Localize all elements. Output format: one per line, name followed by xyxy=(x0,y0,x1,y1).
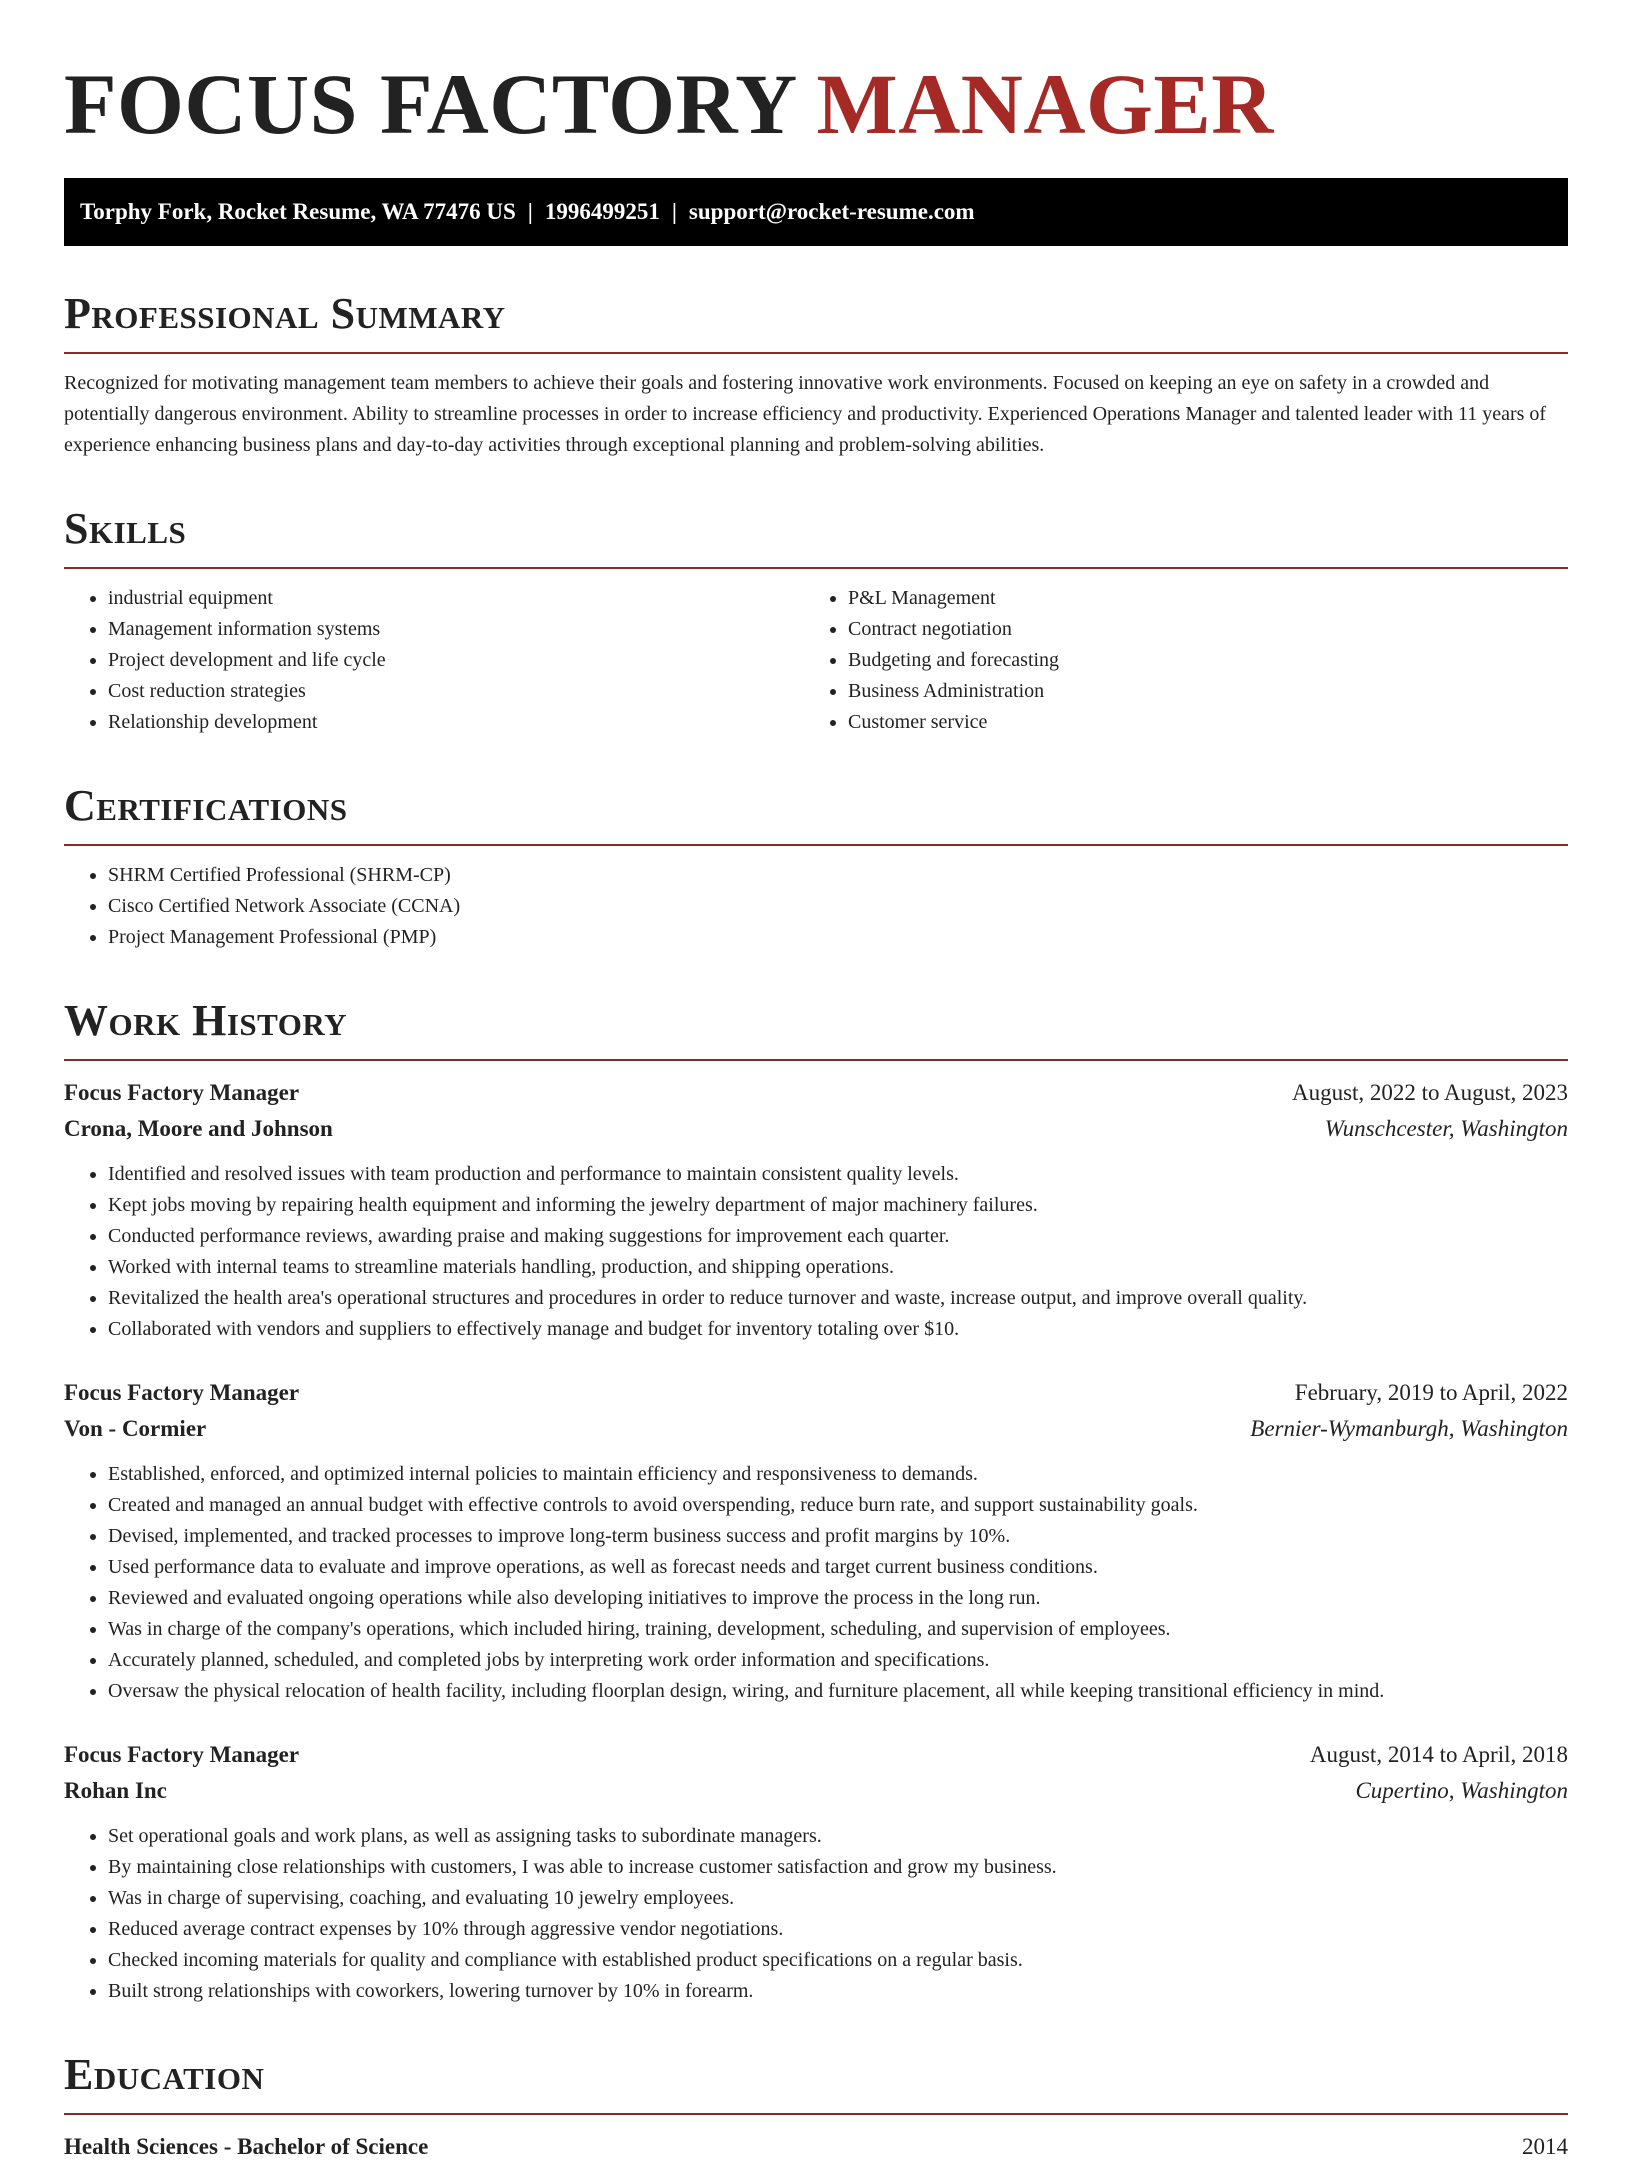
section-divider xyxy=(64,352,1568,354)
contact-bar xyxy=(64,178,1568,246)
education-entry xyxy=(64,2129,1568,2165)
certification-item: • SHRM Certified Professional (SHRM-CP) xyxy=(108,860,1568,891)
job-bullet: • Used performance data to evaluate and improve operations, as well as forecast needs and target current business conditions. xyxy=(108,1552,1568,1583)
contact-address: Torphy Fork, Rocket Resume, WA 77476 US xyxy=(80,199,516,224)
job-bullet: • Checked incoming materials for quality and compliance with established product specifications on a regular basis. xyxy=(108,1945,1568,1976)
education-degree: Health Sciences - Bachelor of Science xyxy=(64,2134,429,2159)
job-bullet: • Established, enforced, and optimized internal policies to maintain efficiency and responsiveness to demands. xyxy=(108,1459,1568,1490)
skill-item: • Customer service xyxy=(848,707,1544,738)
certifications-heading: Certifications xyxy=(64,781,348,830)
title-part-2: MANAGER xyxy=(816,56,1274,152)
job-company: Von - Cormier xyxy=(64,1416,207,1441)
job-entry xyxy=(64,1375,1568,1707)
job-bullets xyxy=(64,1821,1568,2007)
job-bullet: • Conducted performance reviews, awarding praise and making suggestions for improvement each quarter. xyxy=(108,1221,1568,1252)
skill-item: • Budgeting and forecasting xyxy=(848,645,1544,676)
job-bullet: • Was in charge of the company's operations, which included hiring, training, development, scheduling, and supervision of employees. xyxy=(108,1614,1568,1645)
job-bullet: • By maintaining close relationships with customers, I was able to increase customer satisfaction and grow my business. xyxy=(108,1852,1568,1883)
skills-list xyxy=(64,583,1568,738)
skill-item: • Cost reduction strategies xyxy=(108,676,804,707)
skills-heading: Skills xyxy=(64,504,187,553)
resume-page xyxy=(0,56,1632,2168)
job-location: Cupertino, Washington xyxy=(1355,1778,1568,1803)
job-location: Bernier-Wymanburgh, Washington xyxy=(1250,1416,1568,1441)
section-divider xyxy=(64,844,1568,846)
contact-separator: | xyxy=(527,199,533,224)
job-bullet: • Worked with internal teams to streamline materials handling, production, and shipping operations. xyxy=(108,1252,1568,1283)
job-entry xyxy=(64,1075,1568,1345)
skill-item: • Relationship development xyxy=(108,707,804,738)
job-bullet: • Created and managed an annual budget with effective controls to avoid overspending, reduce burn rate, and support sustainability goals. xyxy=(108,1490,1568,1521)
job-entry xyxy=(64,1737,1568,2007)
summary-text: Recognized for motivating management team members to achieve their goals and fostering innovative work environments. Focused on keeping an eye on safety in a crowded and potentially dangerous environment. Ability to streamline processes in order to increase efficiency and productivity. Experienced Operations Manager and talented leader with 11 years of experience enhancing business plans and day-to-day activities through exceptional planning and problem-solving abilities. xyxy=(64,372,1547,456)
section-divider xyxy=(64,567,1568,569)
contact-separator: | xyxy=(671,199,677,224)
certification-item: • Cisco Certified Network Associate (CCNA) xyxy=(108,891,1568,922)
job-title: Focus Factory Manager xyxy=(64,1380,300,1405)
job-dates: August, 2022 to August, 2023 xyxy=(1291,1080,1568,1105)
job-bullets xyxy=(64,1159,1568,1345)
skill-item: • industrial equipment xyxy=(108,583,804,614)
job-bullet: • Identified and resolved issues with team production and performance to maintain consistent quality levels. xyxy=(108,1159,1568,1190)
job-bullet: • Devised, implemented, and tracked processes to improve long-term business success and profit margins by 10%. xyxy=(108,1521,1568,1552)
job-company: Rohan Inc xyxy=(64,1778,167,1803)
job-title: Focus Factory Manager xyxy=(64,1080,300,1105)
job-bullet: • Reviewed and evaluated ongoing operations while also developing initiatives to improve the process in the long run. xyxy=(108,1583,1568,1614)
skill-item: • Contract negotiation xyxy=(848,614,1544,645)
job-bullet: • Collaborated with vendors and suppliers to effectively manage and budget for inventory totaling over $10. xyxy=(108,1314,1568,1345)
job-bullet: • Was in charge of supervising, coaching, and evaluating 10 jewelry employees. xyxy=(108,1883,1568,1914)
page-title xyxy=(64,56,1568,152)
job-bullets xyxy=(64,1459,1568,1707)
skill-item: • P&L Management xyxy=(848,583,1544,614)
title-part-1: FOCUS FACTORY xyxy=(64,56,795,152)
job-company: Crona, Moore and Johnson xyxy=(64,1116,333,1141)
education-heading: Education xyxy=(64,2050,265,2099)
job-bullet: • Built strong relationships with coworkers, lowering turnover by 10% in forearm. xyxy=(108,1976,1568,2007)
summary-heading: Professional Summary xyxy=(64,289,506,338)
certifications-list xyxy=(64,860,1568,953)
job-title: Focus Factory Manager xyxy=(64,1742,300,1767)
job-dates: August, 2014 to April, 2018 xyxy=(1309,1742,1568,1767)
certification-item: • Project Management Professional (PMP) xyxy=(108,922,1568,953)
section-divider xyxy=(64,2113,1568,2115)
skills-column-left xyxy=(64,583,804,738)
job-bullet: • Accurately planned, scheduled, and completed jobs by interpreting work order information and specifications. xyxy=(108,1645,1568,1676)
work-history-heading: Work History xyxy=(64,996,348,1045)
job-location: Wunschcester, Washington xyxy=(1324,1116,1568,1141)
job-dates: February, 2019 to April, 2022 xyxy=(1294,1380,1568,1405)
job-bullet: • Set operational goals and work plans, as well as assigning tasks to subordinate managers. xyxy=(108,1821,1568,1852)
job-bullet: • Reduced average contract expenses by 10% through aggressive vendor negotiations. xyxy=(108,1914,1568,1945)
contact-phone: 1996499251 xyxy=(544,199,660,224)
skill-item: • Business Administration xyxy=(848,676,1544,707)
section-divider xyxy=(64,1059,1568,1061)
contact-email[interactable]: support@rocket-resume.com xyxy=(688,199,975,224)
job-bullet: • Revitalized the health area's operational structures and procedures in order to reduce turnover and waste, increase output, and improve overall quality. xyxy=(108,1283,1568,1314)
skill-item: • Project development and life cycle xyxy=(108,645,804,676)
skill-item: • Management information systems xyxy=(108,614,804,645)
education-year: 2014 xyxy=(1522,2134,1568,2159)
skills-column-right xyxy=(804,583,1544,738)
job-bullet: • Kept jobs moving by repairing health equipment and informing the jewelry department of major machinery failures. xyxy=(108,1190,1568,1221)
job-bullet: • Oversaw the physical relocation of health facility, including floorplan design, wiring, and furniture placement, all while keeping transitional efficiency in mind. xyxy=(108,1676,1568,1707)
